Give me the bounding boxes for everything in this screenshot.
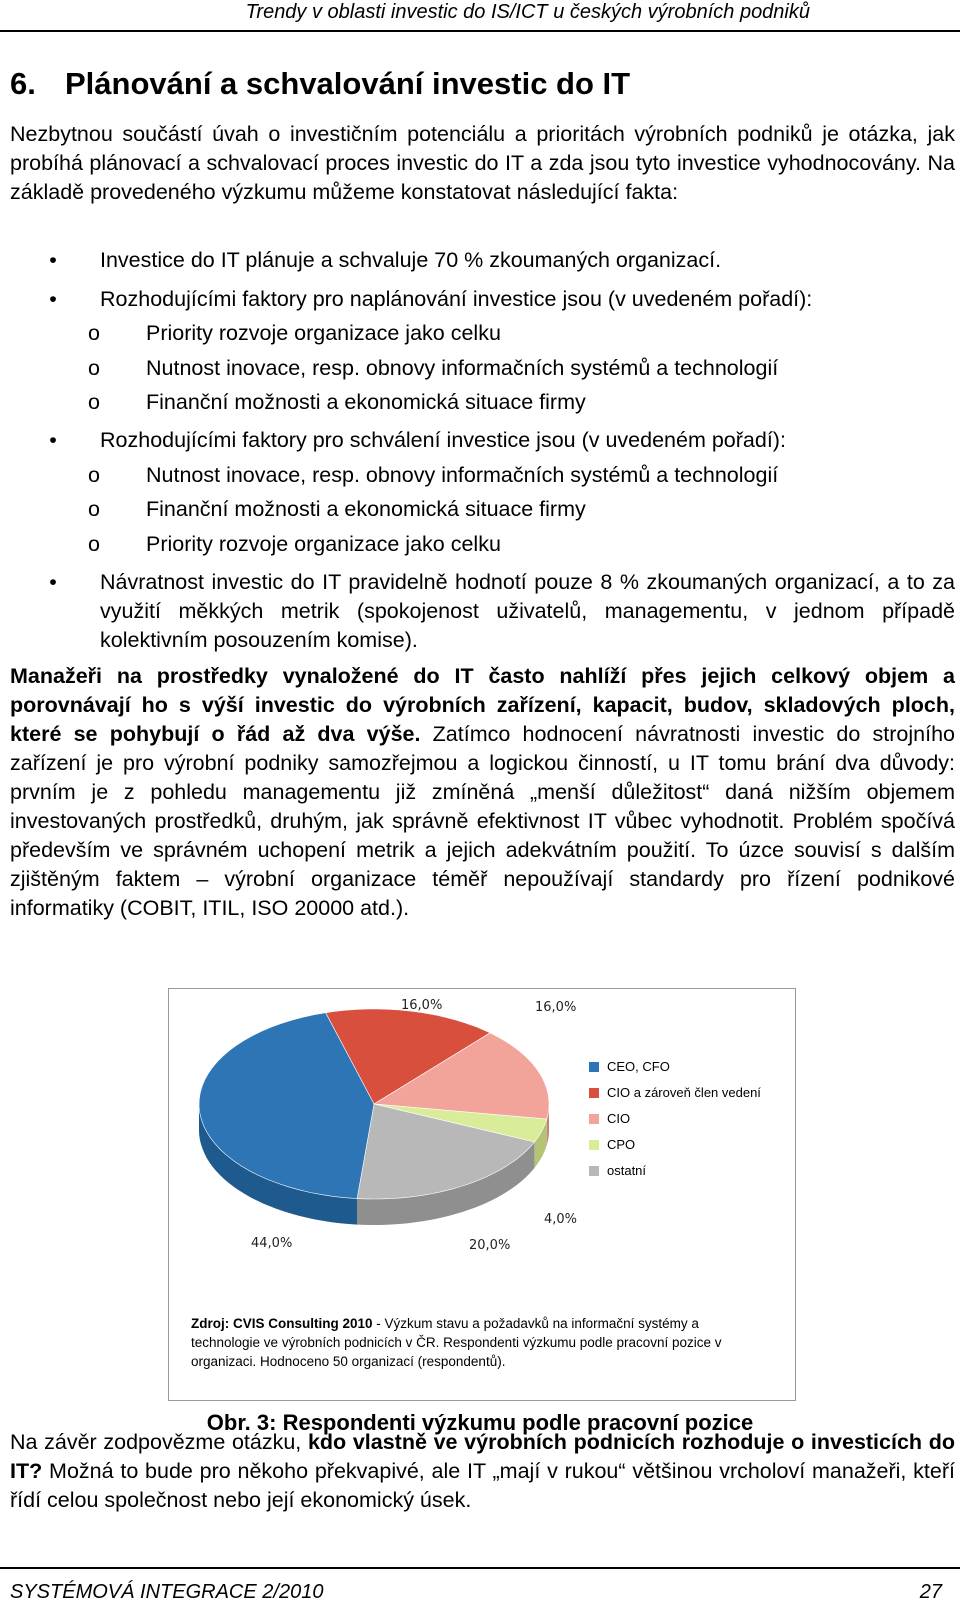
page-number: 27 (919, 1581, 942, 1603)
pie-chart-figure (168, 988, 796, 1401)
page-footer (0, 1567, 960, 1606)
legend-label: CIO a zároveň člen vedení (607, 1085, 761, 1100)
legend-item (589, 1132, 761, 1158)
legend-label: ostatní (607, 1163, 647, 1178)
legend-label: CPO (607, 1137, 636, 1152)
journal-name: SYSTÉMOVÁ INTEGRACE 2/2010 (10, 1581, 324, 1603)
legend-item (589, 1080, 761, 1106)
running-header (0, 0, 960, 32)
data-label: 16,0% (401, 998, 443, 1013)
bullet-dot-icon: • (49, 248, 57, 272)
legend-label: CIO (607, 1111, 631, 1126)
intro-paragraph: Nezbytnou součástí úvah o investičním potenciálu a prioritách výrobních podniků je otázka, jak probíhá plánovací a schvalovací proces investic do IT a zda jsou tyto investice vyhodnocovány. Na základě provedeného výzkumu můžeme konstatovat následující fakta: (10, 122, 955, 204)
section-title: Plánování a schvalování investic do IT (65, 66, 631, 101)
figure-caption: Obr. 3: Respondenti výzkumu podle pracovní pozice (206, 1410, 754, 1435)
emphasis-text: Manažeři na prostředky vynaložené do IT často nahlíží přes jejich celkový objem a porovnávají ho s výší investic do výrobních zařízení, kapacit, budov, skladových ploch, které se pohybují o řád až dva výše. (10, 664, 955, 746)
legend-swatch (589, 1114, 599, 1124)
legend-item (589, 1054, 761, 1080)
data-label: 4,0% (544, 1212, 578, 1227)
legend-swatch (589, 1088, 599, 1098)
data-label: 44,0% (251, 1236, 293, 1251)
data-label: 20,0% (469, 1238, 511, 1253)
legend-swatch (589, 1166, 599, 1176)
section-heading (10, 66, 630, 102)
emphasis-text: kdo vlastně ve výrobních podnicích rozhoduje o investicích do IT? (10, 1430, 955, 1483)
section-number: 6. (10, 66, 36, 101)
figure-source: Zdroj: CVIS Consulting 2010 - Výzkum stavu a požadavků na informační systémy a technologie ve výrobních podnicích v ČR. Respondenti výzkumu podle pracovní pozice v organizaci. Hodnoceno 50 organizací (respondentů). (191, 1316, 722, 1369)
bullet-dot-icon: • (49, 428, 57, 452)
body-paragraph: Manažeři na prostředky vynaložené do IT často nahlíží přes jejich celkový objem a porovnávají ho s výší investic do výrobních zařízení, kapacit, budov, skladových ploch, které se pohybují o řád až dva výše. Zatímco hodnocení návratnosti investic do strojního zařízení je pro výrobní podniky samozřejmou a logickou činností, u IT tomu brání dva důvody: prvním je z pohledu managementu již zmíněná „menší důležitost“ daná nižším objemem investovaných prostředků, druhým, jak správně efektivnost IT vůbec vyhodnotit. Problém spočívá především ve správném uchopení metrik a jejich adekvátním použití. To úzce souvisí s dalším zjištěným faktem – výrobní organizace téměř nepoužívají standardy pro řízení podnikové informatiky (COBIT, ITIL, ISO 20000 atd.). (10, 664, 956, 920)
legend-swatch (589, 1062, 599, 1072)
legend-swatch (589, 1140, 599, 1150)
legend-item (589, 1158, 761, 1184)
bullet-dot-icon: • (49, 287, 57, 311)
closing-paragraph: Na závěr zodpovězme otázku, kdo vlastně ve výrobních podnicích rozhoduje o investicích do IT? Možná to bude pro někoho překvapivé, ale IT „mají v rukou“ většinou vrcholoví manažeři, kteří řídí celou společnost nebo její ekonomický úsek. (10, 1430, 955, 1512)
chart-legend (589, 1054, 761, 1184)
running-title: Trendy v oblasti investic do IS/ICT u českých výrobních podniků (245, 1, 810, 23)
legend-label: CEO, CFO (607, 1059, 670, 1074)
data-label: 16,0% (535, 1000, 577, 1015)
bullet-dot-icon: • (49, 570, 57, 594)
legend-item (589, 1106, 761, 1132)
